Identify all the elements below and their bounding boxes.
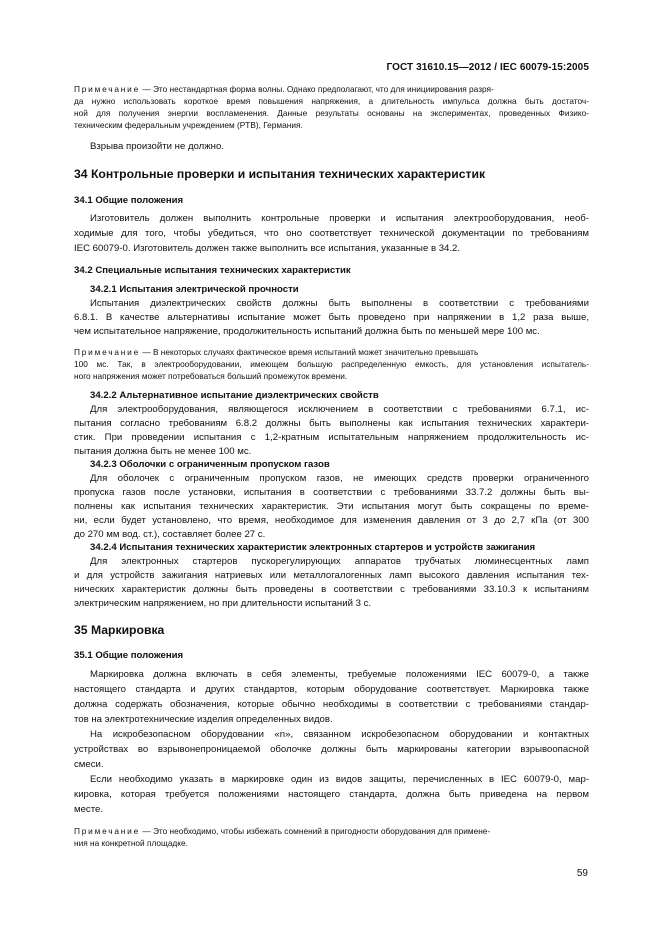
s351-p1-line-1: Маркировка должна включать в себя элементы, требуемые положениями IEC 60079-0, а также: [90, 669, 589, 680]
s3424-line-2: и для устройств зажигания натриевых или металлогалогенных ламп высокого давления испытания тех-: [74, 570, 589, 581]
note-text: — Это необходимо, чтобы избежать сомнений в пригодности оборудования для примене-: [140, 826, 491, 836]
section-35-1-title: 35.1 Общие положения: [74, 650, 184, 661]
s3423-line-1: Для оболочек с ограниченным пропуском газов, не имеющих средств проверки ограниченного: [90, 473, 589, 484]
section-34-title: 34 Контрольные проверки и испытания технических характеристик: [74, 167, 486, 181]
section-35-title: 35 Маркировка: [74, 623, 165, 637]
section-34-2-4-title: 34.2.4 Испытания технических характеристик электронных стартеров и устройств зажигания: [90, 542, 536, 553]
note-label: Примечание: [74, 84, 141, 94]
s3421-note-line-1: [74, 346, 589, 358]
section-34-2-1-title: 34.2.1 Испытания электрической прочности: [90, 284, 299, 295]
s351-p2-line-3: смеси.: [74, 759, 104, 770]
s351-note-line-1: [74, 825, 589, 837]
s3421-note-line-3: ного напряжения может потребоваться больший промежуток времени.: [74, 371, 348, 381]
document-header: ГОСТ 31610.15—2012 / IEC 60079-15:2005: [386, 62, 589, 73]
s351-p2-line-2: устройствах во взрывонепроницаемой оболочке должны быть маркированы категории взрывоопасной: [74, 744, 589, 755]
no-explosion-text: Взрыва произойти не должно.: [90, 141, 224, 152]
s351-p3-line-2: кировка, которая требуется положениями настоящего стандарта, должна быть приведена на первом: [74, 789, 589, 800]
note-top-line-1: [74, 83, 589, 95]
s341-line-2: ходимые для того, чтобы убедиться, что оно соответствует технической документации по требованиям: [74, 228, 589, 239]
note-top-line-4: техническим федеральным учреждением (PTB), Германия.: [74, 120, 303, 130]
s3422-line-1: Для электрооборудования, являющегося исключением в соответствии с требованиями 6.7.1, ис-: [90, 404, 589, 415]
s3423-line-4: ни, если будет установлено, что время, необходимое для изменения давления от 3 до 2,7 кПа (от 300: [74, 515, 589, 526]
s351-p1-line-4: тов на электротехнические изделия определенных видов.: [74, 714, 333, 725]
section-34-2-title: 34.2 Специальные испытания технических характеристик: [74, 265, 351, 276]
s341-line-3: IEC 60079-0. Изготовитель должен также выполнить все испытания, указанные в 34.2.: [74, 243, 461, 254]
s3423-line-3: полнены как испытания технических характеристик. Эти испытания могут быть сокращены по време-: [74, 501, 589, 512]
s351-p1-line-3: должна содержать обозначения, которые обычно необходимы в соответствии с требованиями стандар-: [74, 699, 589, 710]
s3423-line-2: пропуска газов после установки, испытания в соответствии с требованиями 33.7.2 должны быть вы-: [74, 487, 589, 498]
s351-p3-line-3: месте.: [74, 804, 104, 815]
s3421-line-3: чем испытательное напряжение, продолжительность испытаний должна быть по меньшей мере 100 мс.: [74, 326, 540, 337]
s351-p3-line-1: Если необходимо указать в маркировке один из видов защиты, перечисленных в IEC 60079-0, мар-: [90, 774, 589, 785]
section-34-2-3-title: 34.2.3 Оболочки с ограниченным пропуском газов: [90, 459, 330, 470]
note-label: Примечание: [74, 826, 141, 836]
s351-note-line-2: ния на конкретной площадке.: [74, 838, 188, 848]
s3422-line-3: стик. При проведении испытания с 1,2-кратным испытательным напряжением продолжительность ис-: [74, 432, 589, 443]
s351-p1-line-2: настоящего стандарта и других стандартов, которым оборудование соответствует. Маркировка также: [74, 684, 589, 695]
section-34-1-title: 34.1 Общие положения: [74, 195, 184, 206]
s3424-line-4: электрическим напряжением, но при длительности испытаний 3 с.: [74, 598, 372, 609]
s3421-line-1: Испытания диэлектрических свойств должны быть выполнены в соответствии с требованиями: [90, 298, 589, 309]
s3421-note-line-2: 100 мс. Так, в электрооборудовании, имеющем большую распределенную емкость, для установления испытатель-: [74, 359, 589, 369]
s3422-line-2: пытания согласно требованиям 6.8.2 должны быть выполнены как испытания технических характери-: [74, 418, 589, 429]
s3421-line-2: 6.8.1. В качестве альтернативы испытание может быть проведено при напряжении в 1,2 раза выше,: [74, 312, 589, 323]
note-top-line-2: да нужно использовать короткое время повышения напряжения, а длительность импульса должна быть достаточ-: [74, 96, 589, 106]
s341-line-1: Изготовитель должен выполнить контрольные проверки и испытания электрооборудования, необ-: [90, 213, 589, 224]
s3422-line-4: пытания должна быть не менее 100 мс.: [74, 446, 252, 457]
note-text: — В некоторых случаях фактическое время испытаний может значительно превышать: [140, 347, 479, 357]
section-34-2-2-title: 34.2.2 Альтернативное испытание диэлектрических свойств: [90, 390, 379, 401]
s3424-line-1: Для электронных стартеров пускорегулирующих аппаратов трубчатых люминесцентных ламп: [90, 556, 589, 567]
page-number: 59: [576, 868, 588, 879]
s351-p2-line-1: На искробезопасном оборудовании «n», связанном искробезопасном оборудовании и контактных: [90, 729, 589, 740]
note-text: — Это нестандартная форма волны. Однако предполагают, что для инициирования разря-: [140, 84, 494, 94]
note-label: Примечание: [74, 347, 141, 357]
s3423-line-5: до 270 мм вод. ст.), составляет более 27 с.: [74, 529, 266, 540]
s3424-line-3: нических характеристик должны быть проведены в соответствии с требованиями 33.10.3 к испытаниям: [74, 584, 589, 595]
note-top-line-3: ной для получения энергии воспламенения. Данные результаты основаны на экспериментах, проведенных Физико-: [74, 108, 589, 118]
